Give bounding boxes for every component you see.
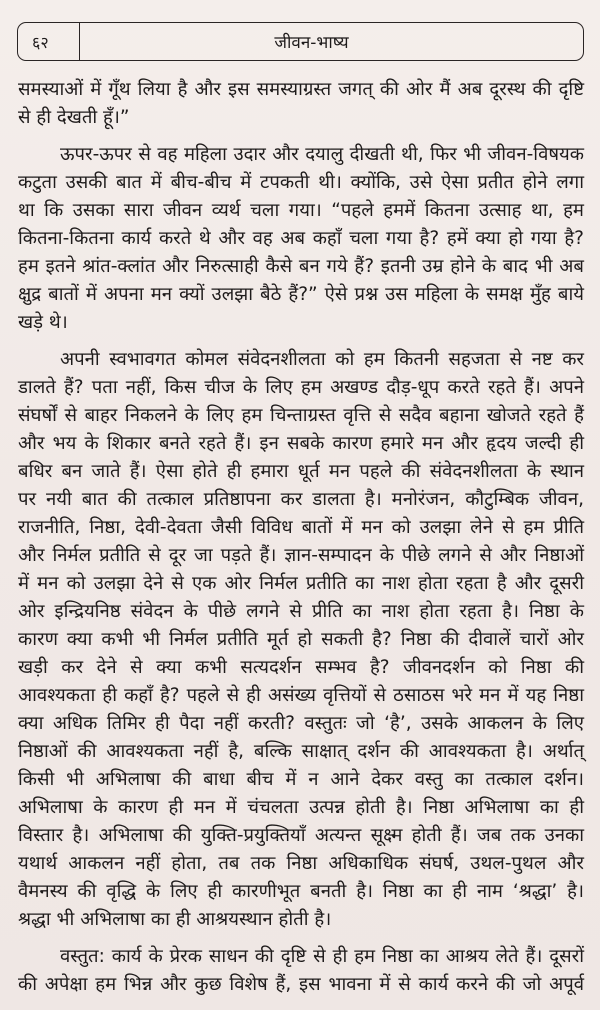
text-line: की अपेक्षा हम भिन्न और कुछ विशेष हैं, इस भावना में से कार्य करने की जो अपूर्व (18, 974, 584, 995)
paragraph (18, 141, 584, 337)
text-line: आवश्यकता ही कहाँ है? पहले से ही असंख्य वृत्तियों से ठसाठस भरे मन में यह निष्ठा (18, 685, 584, 706)
text-line: क्या अधिक तिमिर ही पैदा नहीं करती? वस्तुतः जो ‘है’, उसके आकलन के लिए (18, 713, 584, 734)
text-line: और भय के शिकार बनते रहते हैं। इन सबके कारण हमारे मन और हृदय जल्दी ही (18, 433, 584, 454)
text-line: हम इतने श्रांत-क्लांत और निरुत्साही कैसे बन गये हैं? इतनी उम्र होने के बाद भी अब (18, 256, 584, 277)
text-line: किसी भी अभिलाषा की बाधा बीच में न आने देकर वस्तु का तत्काल दर्शन। (18, 769, 584, 790)
text-line: विस्तार है। अभिलाषा की युक्ति-प्रयुक्तियाँ अत्यन्त सूक्ष्म होती हैं। जब तक उनका (18, 825, 584, 846)
text-line: संघर्षों से बाहर निकलने के लिए हम चिन्ताग्रस्त वृत्ति से सदैव बहाना खोजते रहते हैं (18, 405, 584, 426)
text-line: कारण क्या कभी भी निर्मल प्रतीति मूर्त हो सकती है? निष्ठा की दीवालें चारों ओर (18, 629, 584, 650)
text-line: बधिर बन जाते हैं। ऐसा होते ही हमारा धूर्त मन पहले की संवेदनशीलता के स्थान (18, 461, 584, 482)
text-line: निष्ठाओं की आवश्यकता नहीं है, बल्कि साक्षात् दर्शन की आवश्यकता है। अर्थात् (18, 741, 584, 762)
text-line: श्रद्धा भी अभिलाषा का ही आश्रयस्थान होती है। (18, 909, 332, 930)
text-line: डालते हैं? पता नहीं, किस चीज के लिए हम अखण्ड दौड़-धूप करते रहते हैं। अपने (18, 377, 584, 398)
text-line: में मन को उलझा देने से एक ओर निर्मल प्रतीति का नाश होता रहता है और दूसरी (18, 573, 584, 594)
text-line: था कि उसका सारा जीवन व्यर्थ चला गया। “पहले हममें कितना उत्साह था, हम (18, 200, 584, 221)
paragraph (18, 346, 584, 934)
paragraph (18, 943, 584, 999)
text-line: समस्याओं में गूँथ लिया है और इस समस्याग्रस्त जगत् की ओर मैं अब दूरस्थ की दृष्टि (18, 79, 584, 100)
text-line: खड़े थे। (18, 312, 68, 333)
text-line: वैमनस्य की वृद्धि के लिए ही कारणीभूत बनती है। निष्ठा का ही नाम ‘श्रद्धा’ है। (18, 881, 584, 902)
text-line: कटुता उसकी बात में बीच-बीच में टपकती थी। क्योंकि, उसे ऐसा प्रतीत होने लगा (18, 172, 584, 193)
text-line: कितना-कितना कार्य करते थे और वह अब कहाँ चला गया है? हमें क्या हो गया है? (18, 228, 584, 249)
text-line: क्षुद्र बातों में अपना मन क्यों उलझा बैठे हैं?” ऐसे प्रश्न उस महिला के समक्ष मुँह बाये (18, 284, 584, 305)
text-line: ओर इन्द्रियनिष्ठ संवेदन के पीछे लगने से प्रीति का नाश होता रहता है। निष्ठा के (18, 601, 584, 622)
text-line: अपनी स्वभावगत कोमल संवेदनशीलता को हम कितनी सहजता से नष्ट कर (60, 349, 584, 370)
page-body-text (18, 76, 584, 1008)
page-number: ६२ (18, 23, 80, 60)
text-line: खड़ी कर देने से क्या कभी सत्यदर्शन सम्भव है? जीवनदर्शन को निष्ठा की (18, 657, 584, 678)
text-line: वस्तुत: कार्य के प्रेरक साधन की दृष्टि से ही हम निष्ठा का आश्रय लेते हैं। दूसरों (60, 946, 584, 967)
text-line: से ही देखती हूँ।” (18, 107, 130, 128)
running-header (17, 22, 584, 61)
text-line: ऊपर-ऊपर से वह महिला उदार और दयालु दीखती थी, फिर भी जीवन-विषयक (60, 144, 584, 165)
running-title: जीवन-भाष्य (274, 33, 349, 53)
text-line: अभिलाषा के कारण ही मन में चंचलता उत्पन्न होती है। निष्ठा अभिलाषा का ही (18, 797, 584, 818)
text-line: और निर्मल प्रतीति से दूर जा पड़ते हैं। ज्ञान-सम्पादन के पीछे लगने से और निष्ठाओं (18, 545, 584, 566)
text-line: राजनीति, निष्ठा, देवी-देवता जैसी विविध बातों में मन को उलझा लेने से हम प्रीति (18, 517, 584, 538)
text-line: पर नयी बात की तत्काल प्रतिष्ठापना कर डालता है। मनोरंजन, कौटुम्बिक जीवन, (18, 489, 584, 510)
text-line: यथार्थ आकलन नहीं होता, तब तक निष्ठा अधिकाधिक संघर्ष, उथल-पुथल और (18, 853, 584, 874)
paragraph (18, 76, 584, 132)
